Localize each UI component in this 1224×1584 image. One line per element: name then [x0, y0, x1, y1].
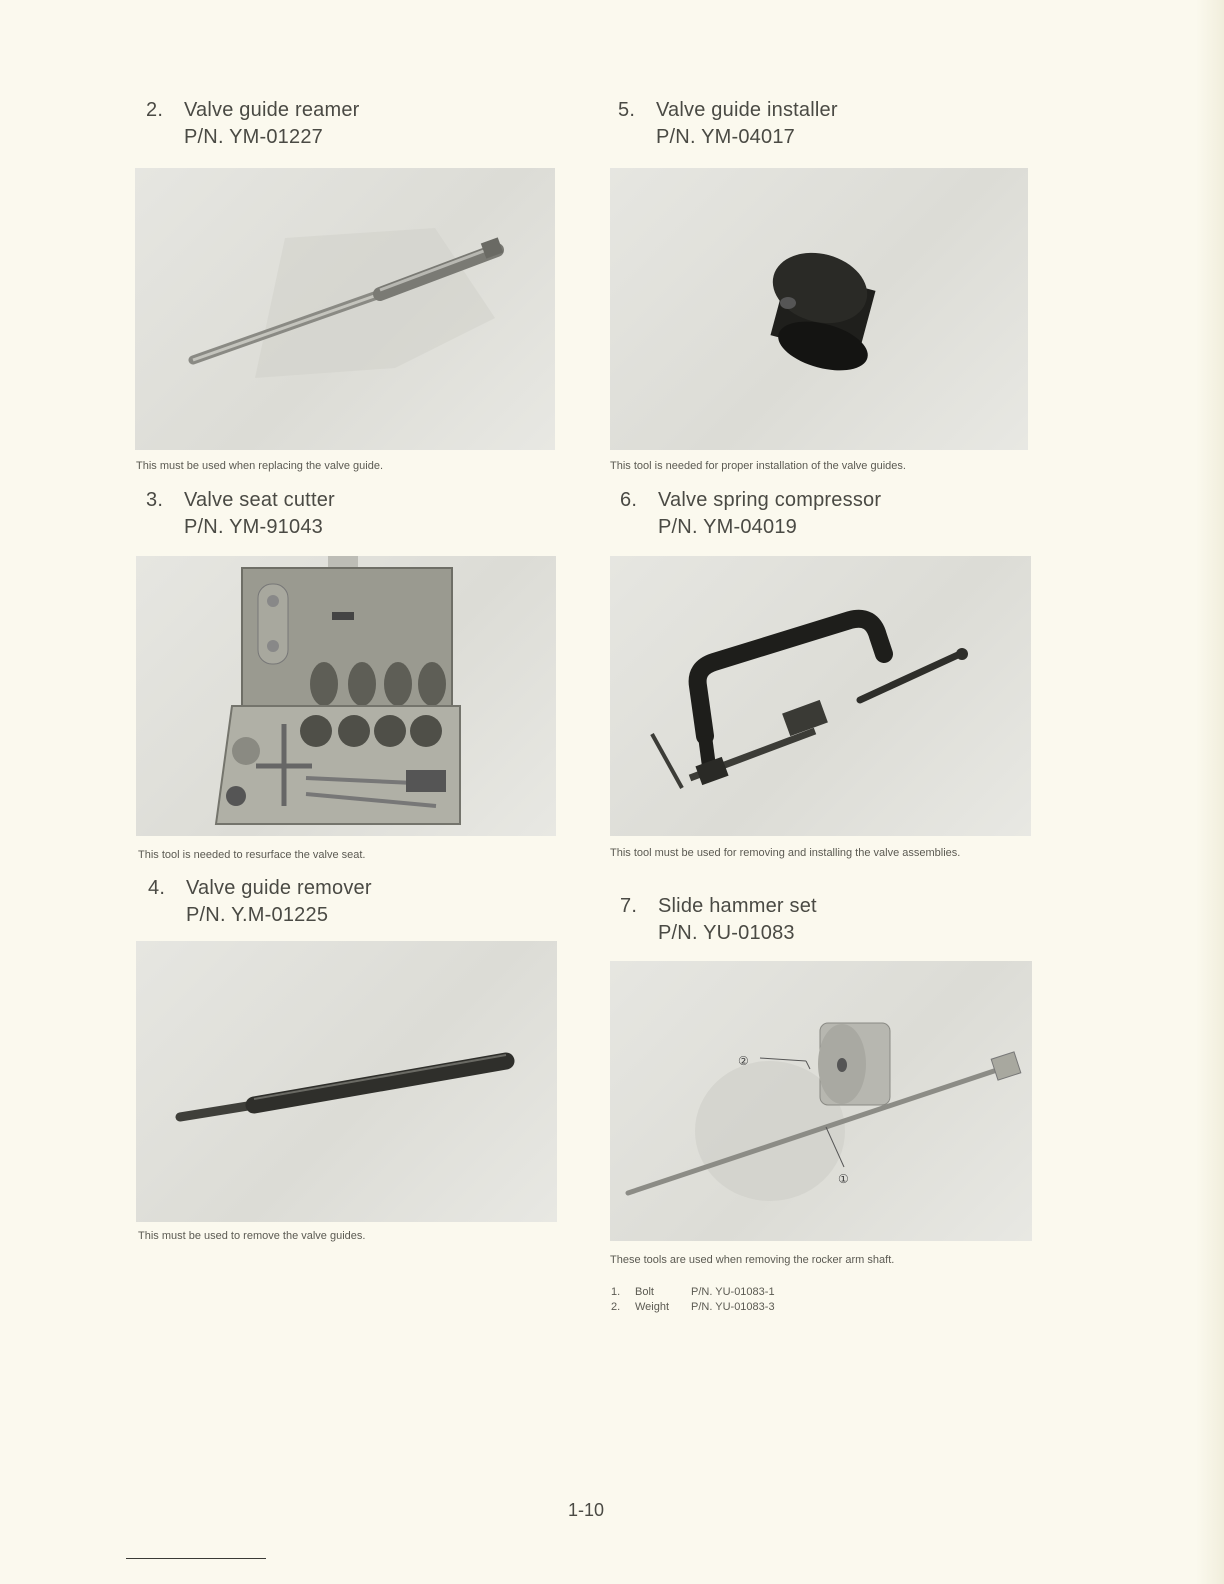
tool-heading-slide-hammer-set	[620, 893, 817, 947]
caption-slide-hammer-set: These tools are used when removing the rocker arm shaft.	[610, 1254, 895, 1266]
tool-name: Valve guide installer	[656, 99, 838, 121]
caption-valve-guide-installer: This tool is needed for proper installation of the valve guides.	[610, 460, 906, 472]
tool-number: 6.	[620, 489, 638, 511]
legend-part-number: P/N. YU-01083-1	[691, 1286, 775, 1298]
photo-valve-seat-cutter	[136, 556, 556, 836]
tool-name: Slide hammer set	[658, 895, 817, 917]
legend-name: Bolt	[635, 1286, 654, 1298]
caption-valve-guide-remover: This must be used to remove the valve guides.	[138, 1230, 366, 1242]
tool-name: Valve guide reamer	[184, 99, 360, 121]
tool-name: Valve spring compressor	[658, 489, 882, 511]
legend-name: Weight	[635, 1301, 670, 1313]
legend-number: 2.	[611, 1301, 621, 1313]
callout-bolt: ①	[838, 1172, 849, 1186]
tool-heading-valve-guide-reamer	[146, 97, 360, 151]
caption-valve-spring-compressor: This tool must be used for removing and installing the valve assemblies.	[610, 847, 961, 859]
tool-number: 2.	[146, 99, 164, 121]
tool-heading-valve-spring-compressor	[620, 487, 881, 541]
tool-number: 3.	[146, 489, 164, 511]
legend-row	[611, 1285, 775, 1300]
tool-part-number: P/N. YM-01227	[184, 126, 323, 148]
tool-heading-valve-guide-remover	[148, 875, 372, 929]
page-edge	[1196, 0, 1224, 1584]
tool-part-number: P/N. YM-04019	[658, 516, 797, 538]
tool-number: 4.	[148, 877, 166, 899]
tool-part-number: P/N. YU-01083	[658, 922, 795, 944]
legend-number: 1.	[611, 1286, 621, 1298]
slide-hammer-legend	[611, 1285, 775, 1315]
tool-number: 7.	[620, 895, 638, 917]
tool-heading-valve-guide-installer	[618, 97, 838, 151]
caption-valve-seat-cutter: This tool is needed to resurface the valve seat.	[138, 849, 366, 861]
tool-name: Valve seat cutter	[184, 489, 335, 511]
photo-slide-hammer-set	[610, 961, 1032, 1241]
callout-weight: ②	[738, 1054, 749, 1068]
tool-part-number: P/N. Y.M-01225	[186, 904, 329, 926]
photo-valve-guide-remover	[136, 941, 557, 1222]
tool-number: 5.	[618, 99, 636, 121]
photo-valve-spring-compressor	[610, 556, 1031, 836]
legend-part-number: P/N. YU-01083-3	[691, 1301, 775, 1313]
footer-rule	[126, 1558, 266, 1559]
tool-part-number: P/N. YM-91043	[184, 516, 323, 538]
photo-valve-guide-reamer	[135, 168, 555, 450]
caption-valve-guide-reamer: This must be used when replacing the valve guide.	[136, 460, 384, 472]
photo-valve-guide-installer	[610, 168, 1028, 450]
tool-heading-valve-seat-cutter	[146, 487, 335, 541]
legend-row	[611, 1300, 775, 1315]
page-number: 1-10	[568, 1500, 605, 1520]
tool-name: Valve guide remover	[186, 877, 372, 899]
tool-part-number: P/N. YM-04017	[656, 126, 795, 148]
